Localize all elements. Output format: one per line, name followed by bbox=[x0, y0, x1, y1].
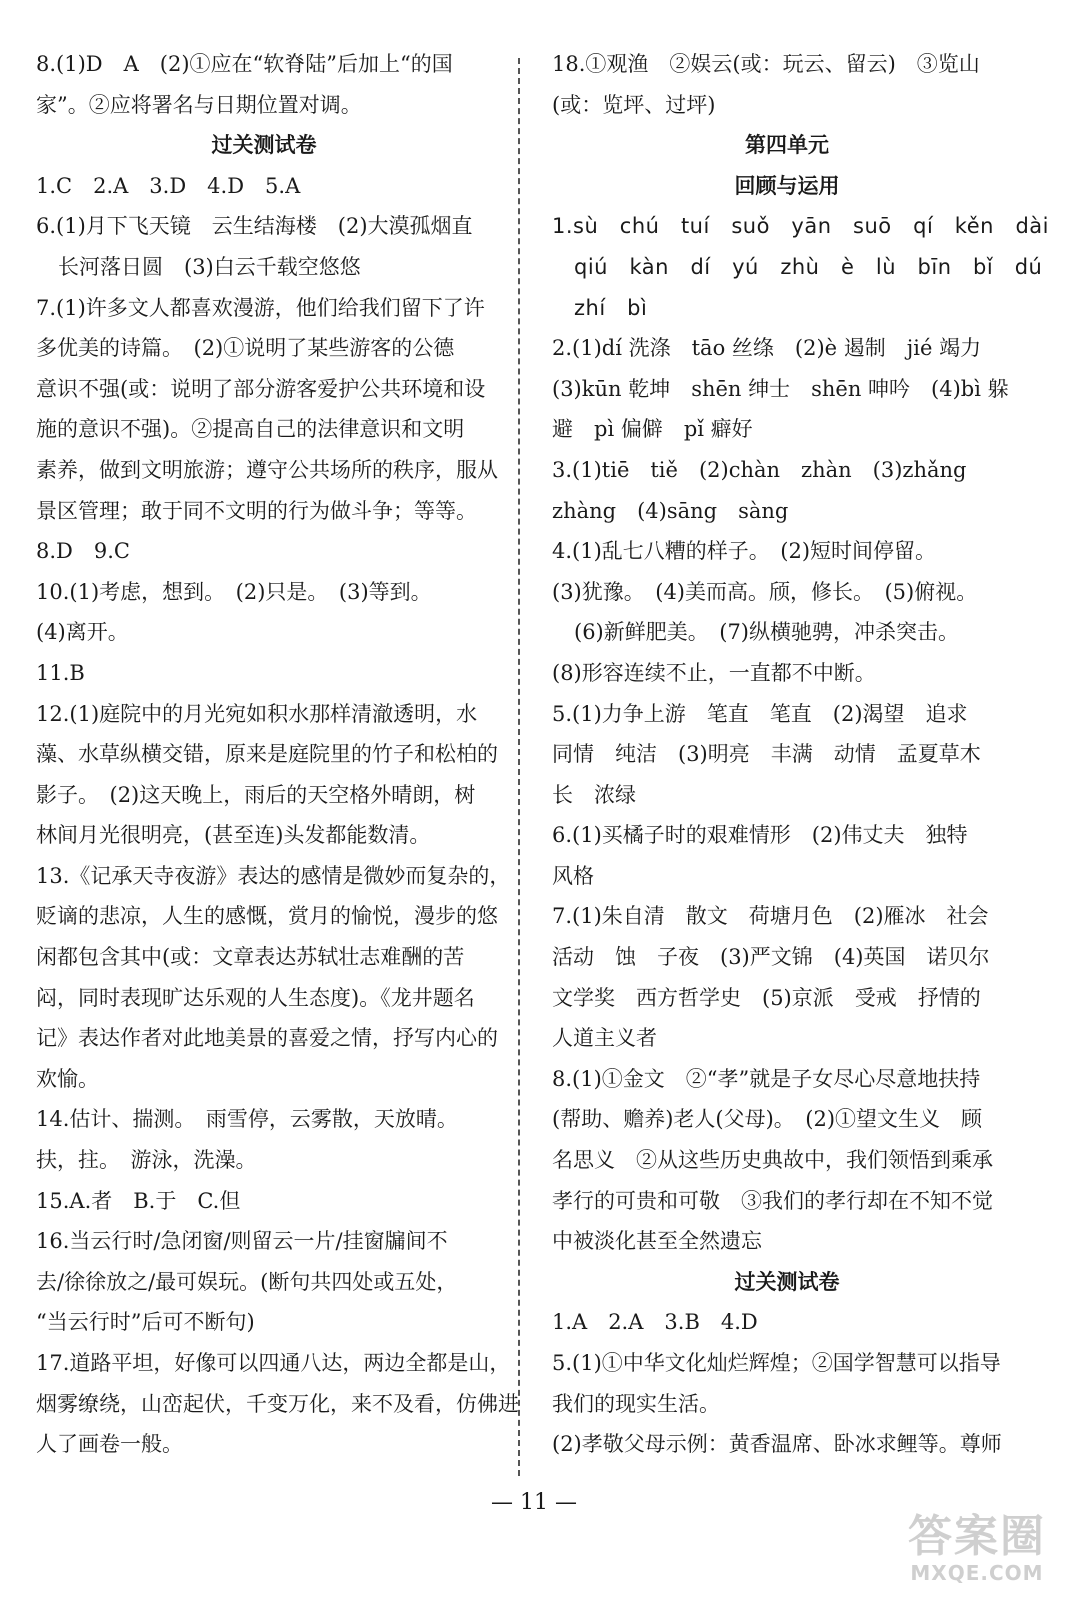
text-line: 风格 bbox=[552, 863, 594, 888]
text-line: zhàng (4)sāng sàng bbox=[552, 498, 789, 523]
text-line: (3)kūn 乾坤 shēn 绅士 shēn 呻吟 (4)bì 躲 bbox=[552, 376, 1009, 401]
section-heading: 第四单元 bbox=[745, 133, 829, 158]
text-line: 5.(1)力争上游 笔直 笔直 (2)渴望 追求 bbox=[552, 701, 968, 726]
text-line: (2)孝敬父母示例：黄香温席、卧冰求鲤等。尊师 bbox=[552, 1432, 1002, 1457]
text-line: 长河落日圆 (3)白云千载空悠悠 bbox=[58, 254, 361, 279]
text-line: 8.(1)D A (2)①应在“软脊陆”后加上“的国 bbox=[36, 52, 453, 76]
text-line: 16.当云行时/急闭窗/则留云一片/挂窗牖间不 bbox=[36, 1229, 448, 1254]
text-line: “当云行时”后可不断句) bbox=[36, 1310, 255, 1335]
text-line: 避 pì 偏僻 pǐ 癖好 bbox=[552, 417, 753, 442]
text-line: 人了画卷一般。 bbox=[36, 1432, 183, 1457]
text-line: 8.D 9.C bbox=[36, 539, 130, 564]
text-line: 景区管理；敢于同不文明的行为做斗争；等等。 bbox=[36, 498, 477, 523]
text-line: 藻、水草纵横交错，原来是庭院里的竹子和松柏的 bbox=[36, 742, 498, 767]
text-line: 烟雾缭绕，山峦起伏，千变万化，来不及看，仿佛进 bbox=[36, 1391, 519, 1416]
column-divider bbox=[518, 58, 520, 1476]
text-line: 影子。 (2)这天晚上，雨后的天空格外晴朗，树 bbox=[36, 782, 476, 807]
watermark-logo bbox=[902, 1512, 1052, 1592]
section-heading: 回顾与运用 bbox=[734, 173, 840, 198]
text-line: 意识不强(或：说明了部分游客爱护公共环境和设 bbox=[36, 376, 486, 401]
text-line: 素养，做到文明旅游；遵守公共场所的秩序，服从 bbox=[36, 457, 498, 482]
watermark-glyph: 答案圈 bbox=[908, 1511, 1046, 1562]
section-heading: 过关测试卷 bbox=[734, 1269, 840, 1294]
text-line: (4)离开。 bbox=[36, 620, 129, 645]
text-line: 1.A 2.A 3.B 4.D bbox=[552, 1310, 758, 1335]
text-line: 多优美的诗篇。 (2)①说明了某些游客的公德 bbox=[36, 336, 455, 361]
text-line: 17.道路平坦，好像可以四通八达，两边全都是山， bbox=[36, 1351, 511, 1375]
text-line: 人道主义者 bbox=[552, 1026, 657, 1051]
text-line: 家”。②应将署名与日期位置对调。 bbox=[36, 92, 362, 117]
text-line: 10.(1)考虑，想到。 (2)只是。 (3)等到。 bbox=[36, 579, 432, 604]
pinyin-line: 1.sù chú tuí suǒ yān suō qí kěn dài bbox=[552, 214, 1049, 239]
text-line: 闲都包含其中(或：文章表达苏轼壮志难酬的苦 bbox=[36, 945, 465, 970]
pinyin-line: qiú kàn dí yú zhù è lù bīn bǐ dú bbox=[574, 254, 1043, 279]
text-line: 林间月光很明亮，(甚至连)头发都能数清。 bbox=[36, 823, 431, 848]
text-line: (8)形容连续不止，一直都不中断。 bbox=[552, 660, 876, 685]
text-line: 记》表达作者对此地美景的喜爱之情，抒写内心的 bbox=[36, 1026, 498, 1051]
text-line: 8.(1)①金文 ②“孝”就是子女尽心尽意地扶持 bbox=[552, 1066, 981, 1091]
text-line: 6.(1)月下飞天镜 云生结海楼 (2)大漠孤烟直 bbox=[36, 214, 473, 239]
text-line: 3.(1)tiē tiě (2)chàn zhàn (3)zhǎng bbox=[552, 457, 967, 482]
text-line: 13.《记承天寺夜游》表达的感情是微妙而复杂的， bbox=[36, 863, 511, 888]
text-line: 7.(1)许多文人都喜欢漫游，他们给我们留下了许 bbox=[36, 295, 485, 320]
text-line: 中被淡化甚至全然遗忘 bbox=[552, 1229, 762, 1254]
text-line: 11.B bbox=[36, 660, 85, 685]
text-line: 6.(1)买橘子时的艰难情形 (2)伟丈夫 独特 bbox=[552, 823, 968, 848]
text-line: 闷，同时表现旷达乐观的人生态度)。《龙井题名 bbox=[36, 985, 475, 1010]
text-line: 活动 蚀 子夜 (3)严文锦 (4)英国 诺贝尔 bbox=[552, 945, 990, 970]
text-line: 文学奖 西方哲学史 (5)京派 受戒 抒情的 bbox=[552, 985, 981, 1010]
text-line: 15.A.者 B.于 C.但 bbox=[36, 1188, 241, 1213]
text-line: 1.C 2.A 3.D 4.D 5.A bbox=[36, 173, 301, 198]
text-line: 12.(1)庭院中的月光宛如积水那样清澈透明，水 bbox=[36, 701, 478, 726]
text-line: (6)新鲜肥美。 (7)纵横驰骋，冲杀突击。 bbox=[574, 620, 959, 645]
text-line: 贬谪的悲凉，人生的感慨，赏月的愉悦，漫步的悠 bbox=[36, 904, 498, 929]
text-line: 扶，拄。 游泳，洗澡。 bbox=[36, 1148, 257, 1173]
text-line: 5.(1)①中华文化灿烂辉煌；②国学智慧可以指导 bbox=[552, 1351, 1001, 1375]
right-column bbox=[552, 44, 1049, 1465]
text-line: 我们的现实生活。 bbox=[552, 1391, 720, 1416]
text-line: (3)犹豫。 (4)美而高。颀，修长。 (5)俯视。 bbox=[552, 579, 978, 604]
pinyin-line: zhí bì bbox=[574, 295, 648, 320]
text-line: 孝行的可贵和可敬 ③我们的孝行却在不知不觉 bbox=[552, 1188, 993, 1213]
text-line: 施的意识不强)。②提高自己的法律意识和文明 bbox=[36, 417, 465, 442]
text-line: 同情 纯洁 (3)明亮 丰满 动情 孟夏草木 bbox=[552, 742, 981, 767]
text-line: 去/徐徐放之/最可娱玩。(断句共四处或五处， bbox=[36, 1269, 458, 1294]
text-line: 7.(1)朱自清 散文 荷塘月色 (2)雁冰 社会 bbox=[552, 904, 989, 929]
text-line: 18.①观渔 ②娱云(或：玩云、留云) ③览山 bbox=[552, 52, 980, 76]
text-line: (或：览坪、过坪) bbox=[552, 92, 716, 117]
text-line: 欢愉。 bbox=[36, 1066, 99, 1091]
left-column bbox=[36, 44, 519, 1465]
watermark-text: MXQE.COM bbox=[910, 1561, 1044, 1585]
text-line: 2.(1)dí 洗涤 tāo 丝绦 (2)è 遏制 jié 竭力 bbox=[552, 336, 982, 361]
page-number: — 11 — bbox=[491, 1490, 577, 1515]
text-line: 长 浓绿 bbox=[552, 782, 636, 807]
text-line: 名思义 ②从这些历史典故中，我们领悟到乘承 bbox=[552, 1148, 993, 1173]
text-line: (帮助、赡养)老人(父母)。 (2)①望文生义 顾 bbox=[552, 1107, 983, 1132]
text-line: 14.估计、揣测。 雨雪停，云雾散，天放晴。 bbox=[36, 1107, 458, 1132]
text-line: 4.(1)乱七八糟的样子。 (2)短时间停留。 bbox=[552, 539, 937, 564]
section-heading: 过关测试卷 bbox=[211, 133, 317, 158]
